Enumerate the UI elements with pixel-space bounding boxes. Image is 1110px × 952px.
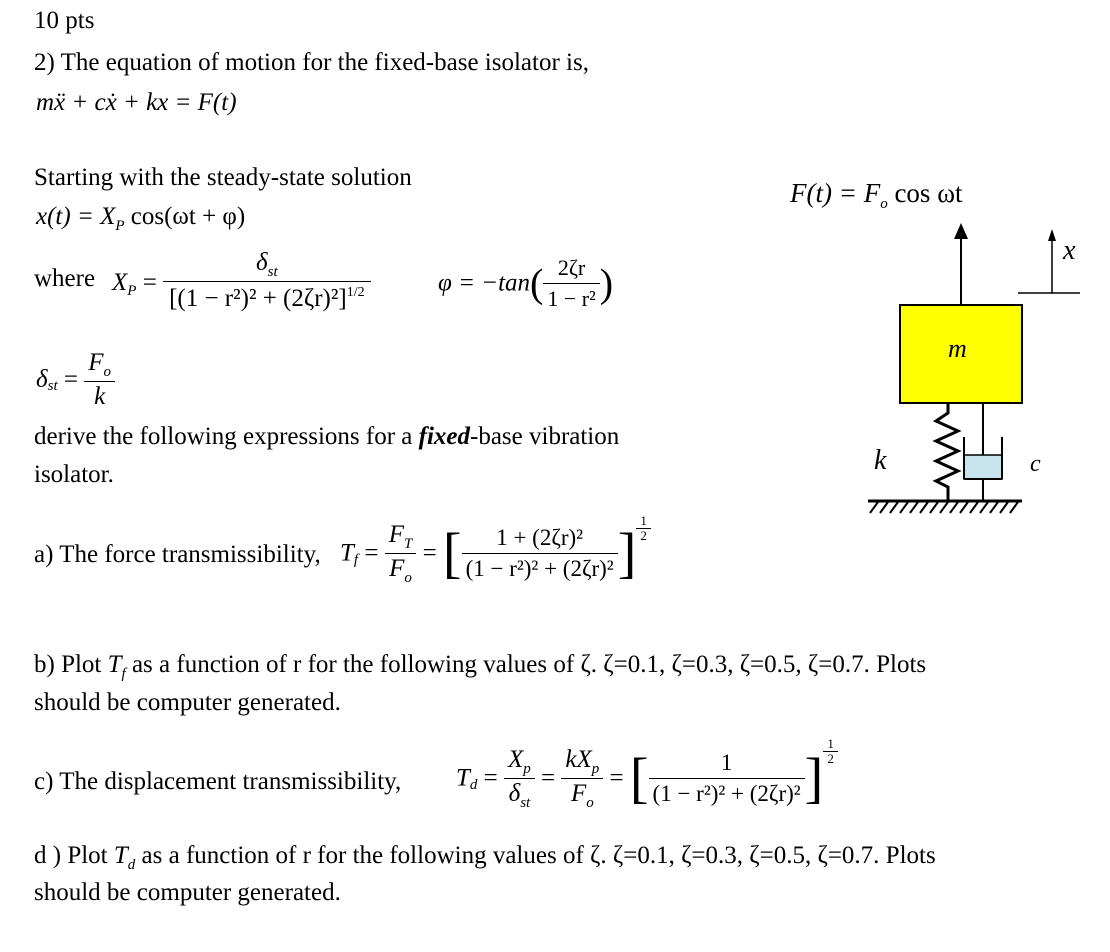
force-arrow <box>954 223 968 305</box>
damper-label: c <box>1030 451 1041 477</box>
ground <box>868 501 1022 513</box>
mass-label: m <box>948 334 967 363</box>
part-d-line-2: should be computer generated. <box>34 879 341 906</box>
where-label: where <box>34 265 96 292</box>
xp-equation: $X_P$ = $\frac{\delta_{st}}{[(1 - r^2)^2 + (2\zeta r)^2]^{1/2}}$ <box>112 248 371 318</box>
part-b-line-2: should be computer generated. <box>34 689 341 716</box>
part-b-line-1: b) Plot $T_f$ as a function of r for the following values of ζ. ζ=0.1, ζ=0.3, ζ=0.5, ζ=0.7. Plots <box>34 651 927 682</box>
equation-of-motion: mẍ + cẋ + kx = F(t) <box>36 89 237 116</box>
points-label: 10 pts <box>34 7 95 34</box>
diagram-force-label: $F(t) = F_o$ cos ωt <box>790 178 963 212</box>
part-c-label: c) The displacement transmissibility, <box>34 768 402 795</box>
part-c-equation: $T_d$ = $\frac{X_p}{\delta_{st}}$ = $\frac{kX_p}{F_o}$ = [ $\frac{1}{\text{(1 − r²)² + (2ζr)²}}$ ] $\frac{1}{2}$ <box>456 745 838 812</box>
part-a-label: a) The force transmissibility, <box>34 541 321 568</box>
displacement-label: x <box>1063 235 1076 266</box>
spring-label: k <box>874 445 887 476</box>
derive-line-1: derive the following expressions for a fixed-base vibration <box>34 423 620 450</box>
phi-equation: φ = −tan( $\frac{2\zeta r}{\text{1 − r²}}$ ) <box>438 253 613 314</box>
part-a-equation: $T_f$ = $\frac{F_T}{F_o}$ = [ $\frac{\text{1 + (2ζr)²}}{\text{(1 − r²)² + (2ζr)²}}$ ] $\frac{1}{2}$ <box>340 520 651 587</box>
isolator-diagram <box>830 215 1100 535</box>
steady-state-intro: Starting with the steady-state solution <box>34 164 412 191</box>
problem-intro: 2) The equation of motion for the fixed-base isolator is, <box>34 49 589 76</box>
derive-line-2: isolator. <box>34 461 114 488</box>
delta-st-equation: $\delta_{st}$ = $\frac{F_o}{k}$ <box>36 348 115 412</box>
damper <box>964 403 1002 501</box>
spring <box>936 403 958 501</box>
part-d-line-1: d ) Plot $T_d$ as a function of r for the following values of ζ. ζ=0.1, ζ=0.3, ζ=0.5, ζ=0.7. Plots <box>34 842 936 873</box>
steady-state-solution: $x(t) = X_P$ cos(ωt + φ) <box>36 203 246 234</box>
